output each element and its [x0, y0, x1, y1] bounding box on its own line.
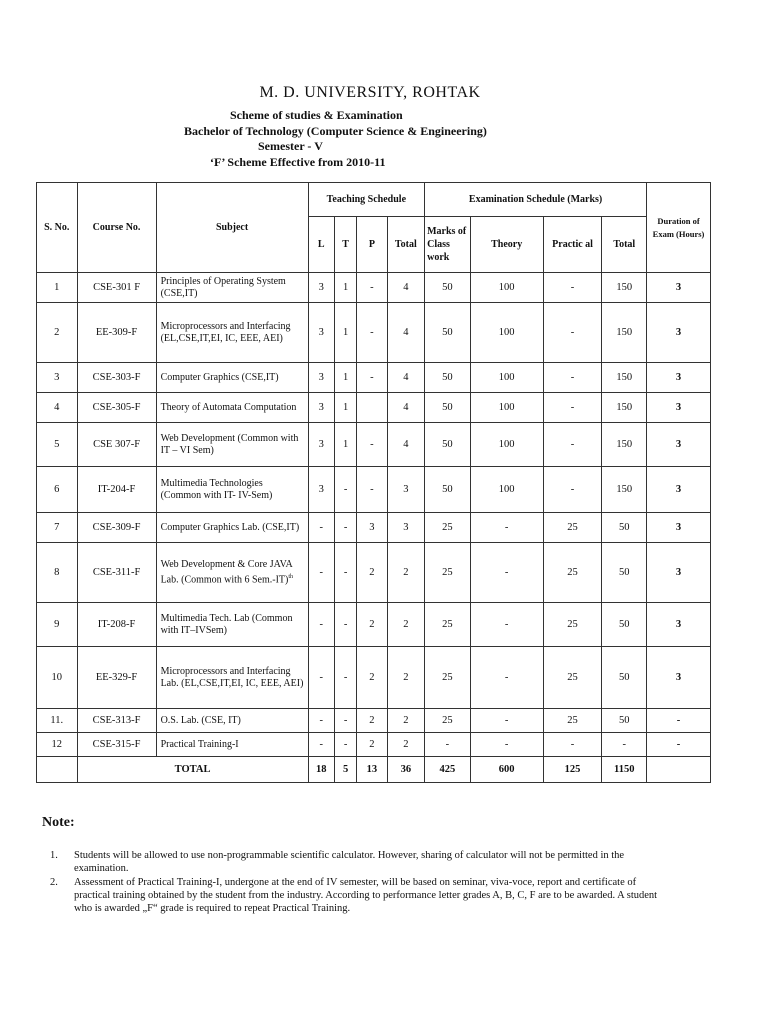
cell-p: 2: [357, 709, 387, 733]
cell-theory: 100: [470, 423, 543, 467]
cell-p: 2: [357, 603, 387, 647]
cell-duration: 3: [647, 423, 711, 467]
cell-l: -: [308, 647, 334, 709]
cell-hours: 2: [387, 603, 424, 647]
cell-p: [357, 393, 387, 423]
header-theory: Theory: [470, 217, 543, 273]
cell-practical: 25: [543, 603, 602, 647]
cell-sno: 1: [37, 273, 78, 303]
total-blank: [37, 757, 78, 783]
note-number: 2.: [50, 877, 58, 888]
subject-text: Microprocessors and Interfacing Lab. (EL,CSE,IT,EI, IC, EEE, AEI): [160, 665, 304, 689]
header-course: Course No.: [77, 183, 156, 273]
cell-t: 1: [334, 303, 356, 363]
cell-l: -: [308, 733, 334, 757]
cell-duration: -: [647, 709, 711, 733]
cell-duration: 3: [647, 273, 711, 303]
subject-text: Multimedia Technologies (Common with IT- IV-Sem): [160, 477, 273, 501]
cell-classwork: 50: [425, 363, 471, 393]
header-total: Total: [387, 217, 424, 273]
total-p: 13: [357, 757, 387, 783]
cell-theory: -: [470, 709, 543, 733]
cell-hours: 4: [387, 363, 424, 393]
total-l: 18: [308, 757, 334, 783]
cell-practical: 25: [543, 709, 602, 733]
cell-subject: [156, 513, 308, 543]
cell-t: 1: [334, 273, 356, 303]
table-row: [37, 467, 711, 513]
cell-subject: [156, 543, 308, 603]
cell-t: -: [334, 467, 356, 513]
cell-practical: -: [543, 393, 602, 423]
cell-subject: [156, 647, 308, 709]
header-classwork: Marks of Class work: [425, 217, 471, 273]
cell-subject: [156, 603, 308, 647]
cell-t: -: [334, 603, 356, 647]
cell-duration: 3: [647, 363, 711, 393]
cell-classwork: 50: [425, 423, 471, 467]
cell-p: -: [357, 363, 387, 393]
note-number: 1.: [50, 850, 58, 861]
cell-duration: -: [647, 733, 711, 757]
subject-text: Multimedia Tech. Lab (Common with IT–IVSem): [160, 612, 293, 636]
cell-l: 3: [308, 393, 334, 423]
cell-classwork: -: [425, 733, 471, 757]
cell-sno: 11.: [37, 709, 78, 733]
note-item: [50, 876, 670, 915]
cell-hours: 4: [387, 273, 424, 303]
header-exam: Examination Schedule (Marks): [425, 183, 647, 217]
total-hours: 36: [387, 757, 424, 783]
cell-p: -: [357, 423, 387, 467]
table-row: [37, 363, 711, 393]
cell-l: -: [308, 543, 334, 603]
effective-heading: ‘F’ Scheme Effective from 2010-11: [210, 155, 386, 169]
scheme-table: [36, 182, 711, 783]
cell-t: -: [334, 543, 356, 603]
cell-duration: 3: [647, 303, 711, 363]
total-practical: 125: [543, 757, 602, 783]
cell-t: 1: [334, 363, 356, 393]
cell-course: CSE-309-F: [77, 513, 156, 543]
cell-l: 3: [308, 423, 334, 467]
cell-total-marks: 150: [602, 423, 647, 467]
cell-theory: 100: [470, 393, 543, 423]
cell-p: -: [357, 303, 387, 363]
cell-hours: 2: [387, 647, 424, 709]
note-text: Students will be allowed to use non-programmable scientific calculator. However, sharing of calculator will not be permitted in the examination.: [74, 850, 625, 874]
subject-text: Microprocessors and Interfacing (EL,CSE,IT,EI, IC, EEE, AEI): [160, 320, 291, 344]
total-marks: 1150: [602, 757, 647, 783]
cell-l: 3: [308, 363, 334, 393]
cell-course: CSE-301 F: [77, 273, 156, 303]
cell-subject: [156, 393, 308, 423]
program-heading: Bachelor of Technology (Computer Science & Engineering): [184, 124, 487, 138]
cell-classwork: 25: [425, 543, 471, 603]
cell-sno: 6: [37, 467, 78, 513]
total-row: [37, 757, 711, 783]
cell-classwork: 50: [425, 303, 471, 363]
header-practical: Practic al: [543, 217, 602, 273]
cell-course: CSE-311-F: [77, 543, 156, 603]
subject-superscript: th: [288, 573, 294, 580]
cell-total-marks: -: [602, 733, 647, 757]
total-label: TOTAL: [77, 757, 308, 783]
table-row: [37, 513, 711, 543]
cell-practical: -: [543, 303, 602, 363]
cell-theory: 100: [470, 467, 543, 513]
cell-t: -: [334, 647, 356, 709]
cell-practical: 25: [543, 543, 602, 603]
cell-duration: 3: [647, 647, 711, 709]
semester-heading: Semester - V: [258, 139, 323, 153]
table-row: [37, 709, 711, 733]
subject-text: Practical Training-I: [160, 738, 239, 750]
cell-sno: 8: [37, 543, 78, 603]
cell-total-marks: 50: [602, 709, 647, 733]
table-row: [37, 647, 711, 709]
cell-theory: -: [470, 647, 543, 709]
cell-practical: -: [543, 273, 602, 303]
cell-l: -: [308, 603, 334, 647]
total-theory: 600: [470, 757, 543, 783]
header-l: L: [308, 217, 334, 273]
header-subject: Subject: [156, 183, 308, 273]
cell-l: 3: [308, 467, 334, 513]
cell-sno: 10: [37, 647, 78, 709]
university-title: M. D. UNIVERSITY, ROHTAK: [259, 84, 481, 101]
cell-course: CSE-303-F: [77, 363, 156, 393]
cell-sno: 2: [37, 303, 78, 363]
cell-theory: 100: [470, 363, 543, 393]
cell-subject: [156, 467, 308, 513]
cell-classwork: 50: [425, 467, 471, 513]
total-t: 5: [334, 757, 356, 783]
scheme-heading: Scheme of studies & Examination: [230, 108, 403, 122]
cell-course: EE-309-F: [77, 303, 156, 363]
cell-course: IT-204-F: [77, 467, 156, 513]
cell-course: CSE 307-F: [77, 423, 156, 467]
cell-hours: 3: [387, 513, 424, 543]
cell-course: EE-329-F: [77, 647, 156, 709]
cell-p: 2: [357, 733, 387, 757]
cell-p: -: [357, 273, 387, 303]
cell-theory: -: [470, 603, 543, 647]
cell-total-marks: 150: [602, 303, 647, 363]
subject-text: Web Development & Core JAVA Lab. (Common with 6 Sem.-IT): [160, 558, 293, 586]
subject-text: Theory of Automata Computation: [160, 401, 297, 413]
subject-text: Principles of Operating System (CSE,IT): [160, 275, 286, 299]
cell-hours: 4: [387, 303, 424, 363]
cell-t: 1: [334, 393, 356, 423]
cell-sno: 4: [37, 393, 78, 423]
cell-t: -: [334, 513, 356, 543]
header-duration: Duration of Exam (Hours): [647, 183, 711, 273]
subject-text: O.S. Lab. (CSE, IT): [160, 714, 241, 726]
cell-total-marks: 50: [602, 543, 647, 603]
cell-practical: -: [543, 467, 602, 513]
note-text: Assessment of Practical Training-I, undergone at the end of IV semester, will be based on seminar, viva-voce, report and certificate of practical training obtained by the student from the industry. According to performance letter grades A, B, C, F are to be awarded. A student who is awarded „F“ grade is required to repeat Practical Training.: [74, 877, 658, 914]
cell-total-marks: 50: [602, 603, 647, 647]
note-item: [50, 849, 670, 875]
table-row: [37, 603, 711, 647]
cell-classwork: 25: [425, 709, 471, 733]
cell-hours: 4: [387, 423, 424, 467]
cell-sno: 3: [37, 363, 78, 393]
cell-duration: 3: [647, 467, 711, 513]
cell-subject: [156, 303, 308, 363]
cell-duration: 3: [647, 603, 711, 647]
cell-subject: [156, 423, 308, 467]
note-heading: Note:: [42, 815, 75, 830]
cell-t: -: [334, 733, 356, 757]
cell-theory: -: [470, 733, 543, 757]
cell-theory: 100: [470, 303, 543, 363]
table-row: [37, 303, 711, 363]
cell-classwork: 50: [425, 273, 471, 303]
cell-subject: [156, 273, 308, 303]
header-t: T: [334, 217, 356, 273]
header-teaching: Teaching Schedule: [308, 183, 425, 217]
cell-course: CSE-313-F: [77, 709, 156, 733]
cell-total-marks: 50: [602, 647, 647, 709]
cell-hours: 2: [387, 733, 424, 757]
header-exam-total: Total: [602, 217, 647, 273]
cell-practical: -: [543, 423, 602, 467]
table-row: [37, 733, 711, 757]
subject-text: Computer Graphics (CSE,IT): [160, 371, 279, 383]
subject-text: Web Development (Common with IT – VI Sem): [160, 432, 299, 456]
cell-t: -: [334, 709, 356, 733]
cell-subject: [156, 363, 308, 393]
cell-hours: 3: [387, 467, 424, 513]
cell-total-marks: 50: [602, 513, 647, 543]
table-row: [37, 273, 711, 303]
header-sno: S. No.: [37, 183, 78, 273]
cell-total-marks: 150: [602, 363, 647, 393]
cell-theory: -: [470, 543, 543, 603]
table-row: [37, 543, 711, 603]
total-duration-blank: [647, 757, 711, 783]
cell-p: 2: [357, 543, 387, 603]
cell-theory: 100: [470, 273, 543, 303]
cell-l: 3: [308, 273, 334, 303]
cell-sno: 9: [37, 603, 78, 647]
cell-classwork: 25: [425, 603, 471, 647]
cell-l: 3: [308, 303, 334, 363]
cell-classwork: 50: [425, 393, 471, 423]
cell-sno: 7: [37, 513, 78, 543]
cell-total-marks: 150: [602, 273, 647, 303]
cell-l: -: [308, 513, 334, 543]
table-row: [37, 393, 711, 423]
cell-course: IT-208-F: [77, 603, 156, 647]
cell-p: -: [357, 467, 387, 513]
table-row: [37, 423, 711, 467]
cell-t: 1: [334, 423, 356, 467]
header-p: P: [357, 217, 387, 273]
cell-practical: 25: [543, 647, 602, 709]
cell-duration: 3: [647, 393, 711, 423]
cell-total-marks: 150: [602, 467, 647, 513]
cell-l: -: [308, 709, 334, 733]
cell-classwork: 25: [425, 513, 471, 543]
cell-course: CSE-315-F: [77, 733, 156, 757]
cell-practical: -: [543, 733, 602, 757]
cell-theory: -: [470, 513, 543, 543]
cell-classwork: 25: [425, 647, 471, 709]
cell-hours: 2: [387, 543, 424, 603]
total-classwork: 425: [425, 757, 471, 783]
cell-sno: 5: [37, 423, 78, 467]
cell-subject: [156, 709, 308, 733]
subject-text: Computer Graphics Lab. (CSE,IT): [160, 521, 300, 533]
cell-practical: 25: [543, 513, 602, 543]
cell-course: CSE-305-F: [77, 393, 156, 423]
cell-p: 3: [357, 513, 387, 543]
cell-duration: 3: [647, 513, 711, 543]
cell-duration: 3: [647, 543, 711, 603]
cell-total-marks: 150: [602, 393, 647, 423]
cell-practical: -: [543, 363, 602, 393]
cell-sno: 12: [37, 733, 78, 757]
cell-p: 2: [357, 647, 387, 709]
cell-hours: 2: [387, 709, 424, 733]
cell-subject: [156, 733, 308, 757]
cell-hours: 4: [387, 393, 424, 423]
